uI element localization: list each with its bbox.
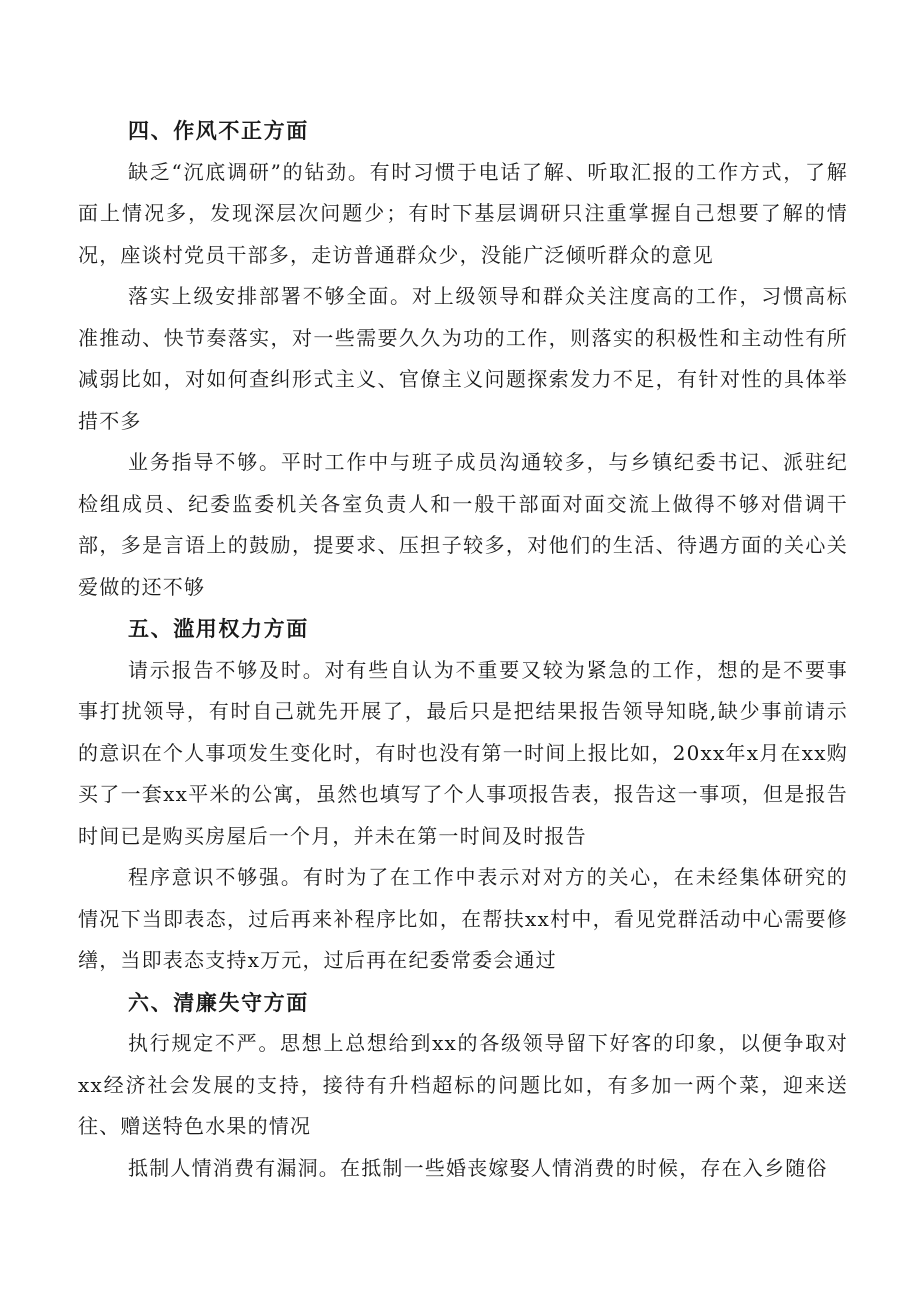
section-heading-quanli: 五、滥用权力方面 [128, 616, 309, 641]
paragraph-qingshi-baogao: 请示报告不够及时。对有些自认为不重要又较为紧急的工作，想的是不要事事打扰领导，有时自己就先开展了，最后只是把结果报告领导知晓,缺少事前请示的意识在个人事项发生变化时，有时也没有第一时间上报比如，20xx年x月在xx购买了一套xx平米的公寓，虽然也填写了个人事项报告表，报告这一事项，但是报告时间已是购买房屋后一个月，并未在第一时间及时报告 [78, 657, 848, 848]
paragraph-chengxu-yishi: 程序意识不够强。有时为了在工作中表示对对方的关心，在未经集体研究的情况下当即表态，过后再来补程序比如，在帮扶xx村中，看见党群活动中心需要修缮，当即表态支持x万元，过后再在纪委常委会通过 [78, 865, 848, 972]
document-body [78, 110, 848, 1189]
paragraph-yewu-zhidao: 业务指导不够。平时工作中与班子成员沟通较多，与乡镇纪委书记、派驻纪检组成员、纪委监委机关各室负责人和一般干部面对面交流上做得不够对借调干部，多是言语上的鼓励，提要求、压担子较多，对他们的生活、待遇方面的关心关爱做的还不够 [78, 450, 848, 599]
paragraph-renqing-xiaofei: 抵制人情消费有漏洞。在抵制一些婚丧嫁娶人情消费的时候，存在入乡随俗 [128, 1155, 828, 1180]
section-heading-zuofeng: 四、作风不正方面 [128, 118, 309, 143]
paragraph-luoshi: 落实上级安排部署不够全面。对上级领导和群众关注度高的工作，习惯高标准推动、快节奏落实，对一些需要久久为功的工作，则落实的积极性和主动性有所减弱比如，对如何查纠形式主义、官僚主义问题探索发力不足，有针对性的具体举措不多 [78, 284, 848, 433]
section-heading-qinglian: 六、清廉失守方面 [128, 989, 309, 1015]
paragraph-diaoyan: 缺乏“沉底调研”的钻劲。有时习惯于电话了解、听取汇报的工作方式，了解面上情况多，发现深层次问题少；有时下基层调研只注重掌握自己想要了解的情况，座谈村党员干部多，走访普通群众少，没能广泛倾听群众的意见 [78, 159, 848, 267]
paragraph-zhixing-guiding: 执行规定不严。思想上总想给到xx的各级领导留下好客的印象，以便争取对xx经济社会发展的支持，接待有升档超标的问题比如，有多加一两个菜，迎来送往、赠送特色水果的情况 [78, 1031, 848, 1138]
